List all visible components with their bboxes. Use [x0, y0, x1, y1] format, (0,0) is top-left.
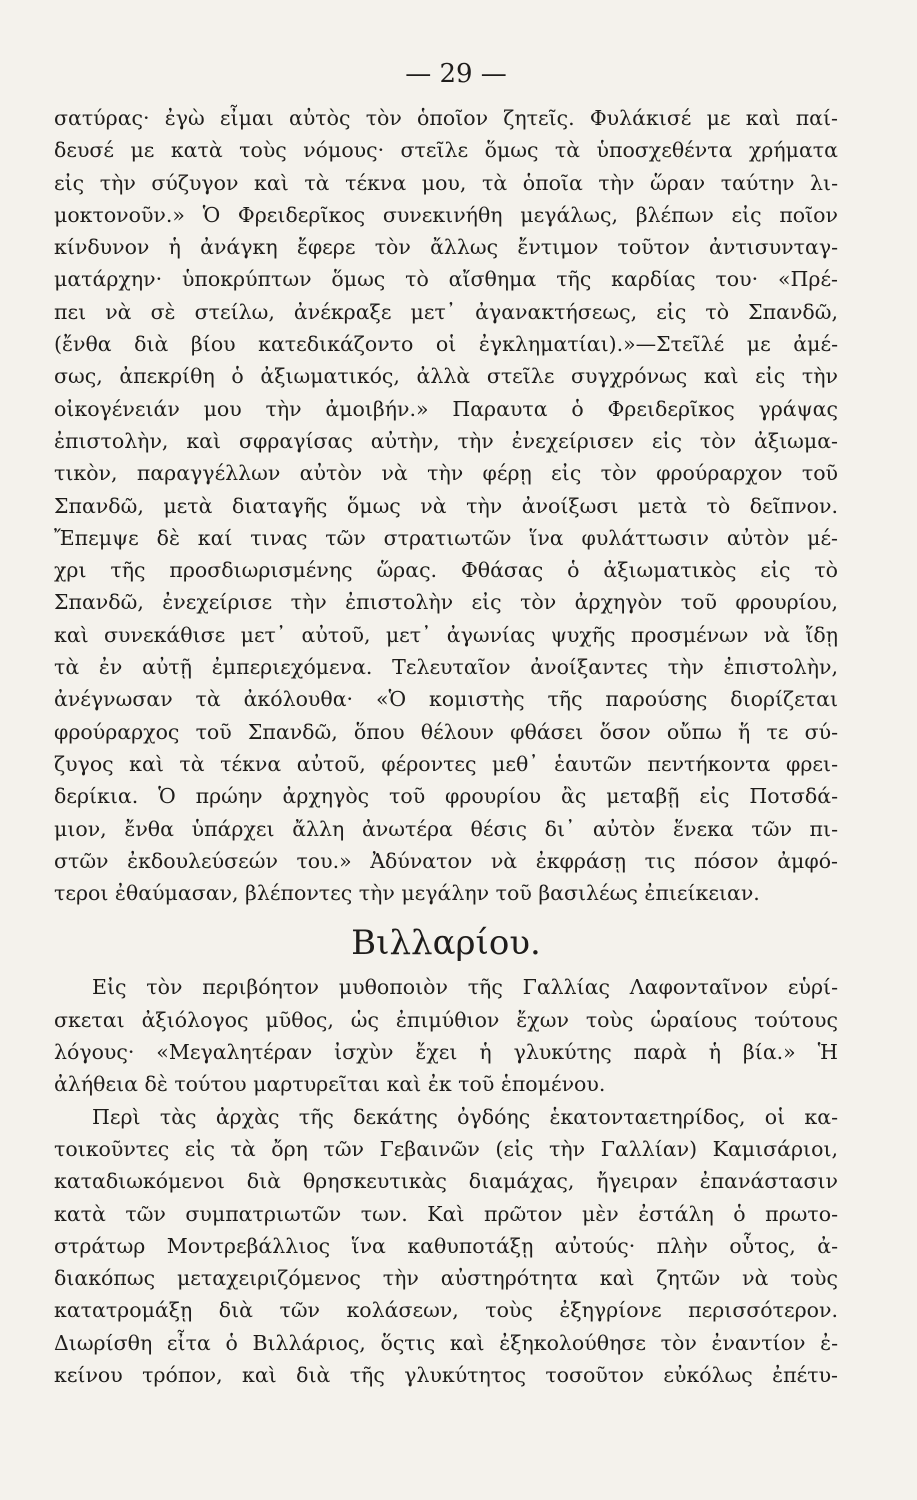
text-line: δευσέ με κατὰ τοὺς νόμους· στεῖλε ὅμως τὰ ὑποσχεθέντα χρήματα [54, 138, 838, 163]
text-line: ζυγος καὶ τὰ τέκνα αὐτοῦ, φέροντες μεθ᾽ ἑαυτῶν πεντήκοντα φρει- [54, 751, 838, 776]
section-title: Βιλλαρίου. [351, 923, 541, 964]
text-line: μιον, ἔνθα ὑπάρχει ἄλλη ἀνωτέρα θέσις δι᾽ αὐτὸν ἕνεκα τῶν πι- [54, 816, 838, 841]
paragraph-1 [54, 102, 838, 909]
text-line: Ἔπεμψε δὲ καί τινας τῶν στρατιωτῶν ἵνα φυλάττωσιν αὐτὸν μέ- [54, 525, 838, 550]
text-line: φρούραρχος τοῦ Σπανδῶ, ὅπου θέλουν φθάσει ὅσον οὔπω ἥ τε σύ- [54, 719, 838, 744]
text-line: ἐπιστολὴν, καὶ σφραγίσας αὐτὴν, τὴν ἐνεχείρισεν εἰς τὸν ἀξιωμα- [54, 428, 838, 453]
page-number: — 29 — [405, 59, 507, 89]
text-line: διακόπως μεταχειριζόμενος τὴν αὐστηρότητα καὶ ζητῶν νὰ τοὺς [54, 1266, 838, 1291]
text-line: εἰς τὴν σύζυγον καὶ τὰ τέκνα μου, τὰ ὁποῖα τὴν ὥραν ταύτην λι- [54, 170, 838, 195]
text-line: Περὶ τὰς ἀρχὰς τῆς δεκάτης ὀγδόης ἑκατονταετηρίδος, οἱ κα- [92, 1104, 838, 1129]
text-line: σως, ἀπεκρίθη ὁ ἀξιωματικός, ἀλλὰ στεῖλε συγχρόνως καὶ εἰς τὴν [54, 364, 838, 389]
paragraph-3 [54, 1101, 838, 1392]
text-line: Σπανδῶ, ἐνεχείρισε τὴν ἐπιστολὴν εἰς τὸν ἀρχηγὸν τοῦ φρουρίου, [54, 590, 838, 615]
text-line: ἀνέγνωσαν τὰ ἀκόλουθα· «Ὁ κομιστὴς τῆς παρούσης διορίζεται [54, 687, 838, 712]
text-line: χρι τῆς προσδιωρισμένης ὥρας. Φθάσας ὁ ἀξιωματικὸς εἰς τὸ [54, 558, 838, 583]
text-line: κίνδυνον ἡ ἀνάγκη ἔφερε τὸν ἄλλως ἔντιμον τοῦτον ἀντισυνταγ- [54, 235, 838, 260]
text-line: ἀλήθεια δὲ τούτου μαρτυρεῖται καὶ ἐκ τοῦ ἑπομένου. [54, 1072, 606, 1097]
text-line: Εἰς τὸν περιβόητον μυθοποιὸν τῆς Γαλλίας Λαφονταῖνον εὑρί- [92, 975, 838, 1000]
text-line: (ἔνθα διὰ βίου κατεδικάζοντο οἱ ἐγκληματίαι).»—Στεῖλέ με ἀμέ- [54, 332, 838, 357]
text-line: τοικοῦντες εἰς τὰ ὄρη τῶν Γεβαινῶν (εἰς τὴν Γαλλίαν) Καμισάριοι, [54, 1136, 838, 1161]
text-line: στῶν ἐκδουλεύσεών του.» Ἀδύνατον νὰ ἐκφράσῃ τις πόσον ἀμφό- [54, 848, 838, 873]
text-line: τὰ ἐν αὐτῇ ἐμπεριεχόμενα. Τελευταῖον ἀνοίξαντες τὴν ἐπιστολὴν, [54, 655, 838, 680]
text-line: κατατρομάξῃ διὰ τῶν κολάσεων, τοὺς ἐξηγρίονε περισσότερον. [54, 1298, 838, 1323]
text-line: μοκτονοῦν.» Ὁ Φρειδερῖκος συνεκινήθη μεγάλως, βλέπων εἰς ποῖον [54, 202, 838, 227]
text-line: πει νὰ σὲ στείλω, ἀνέκραξε μετ᾽ ἀγανακτήσεως, εἰς τὸ Σπανδῶ, [54, 299, 838, 324]
text-line: καὶ συνεκάθισε μετ᾽ αὐτοῦ, μετ᾽ ἀγωνίας ψυχῆς προσμένων νὰ ἴδῃ [54, 622, 838, 647]
text-line: οἰκογένειάν μου τὴν ἀμοιβήν.» Παραυτα ὁ Φρειδερῖκος γράψας [54, 396, 838, 421]
text-line: σατύρας· ἐγὼ εἶμαι αὐτὸς τὸν ὁποῖον ζητεῖς. Φυλάκισέ με καὶ παί- [54, 106, 838, 130]
text-line: κείνου τρόπον, καὶ διὰ τῆς γλυκύτητος τοσοῦτον εὐκόλως ἐπέτυ- [54, 1362, 838, 1387]
text-line: κατὰ τῶν συμπατριωτῶν των. Καὶ πρῶτον μὲν ἐστάλη ὁ πρωτο- [54, 1201, 838, 1226]
text-line: τικὸν, παραγγέλλων αὐτὸν νὰ τὴν φέρῃ εἰς τὸν φρούραρχον τοῦ [54, 461, 838, 486]
text-line: λόγους· «Μεγαλητέραν ἰσχὺν ἔχει ἡ γλυκύτης παρὰ ἡ βία.» Ἡ [54, 1040, 838, 1065]
text-line: στράτωρ Μοντρεβάλλιος ἵνα καθυποτάξῃ αὐτούς· πλὴν οὗτος, ἀ- [54, 1233, 838, 1258]
text-line: Σπανδῶ, μετὰ διαταγῆς ὅμως νὰ τὴν ἀνοίξωσι μετὰ τὸ δεῖπνον. [54, 493, 838, 518]
text-line: σκεται ἀξιόλογος μῦθος, ὡς ἐπιμύθιον ἔχων τοὺς ὡραίους τούτους [54, 1007, 838, 1032]
text-line: τεροι ἐθαύμασαν, βλέποντες τὴν μεγάλην τοῦ βασιλέως ἐπιείκειαν. [54, 881, 760, 906]
text-line: ματάρχην· ὑποκρύπτων ὅμως τὸ αἴσθημα τῆς καρδίας του· «Πρέ- [54, 267, 838, 292]
paragraph-2 [54, 971, 838, 1100]
text-line: Διωρίσθη εἶτα ὁ Βιλλάριος, ὅςτις καὶ ἐξηκολούθησε τὸν ἐναντίον ἐ- [54, 1330, 838, 1355]
text-line: καταδιωκόμενοι διὰ θρησκευτικὰς διαμάχας, ἤγειραν ἐπανάστασιν [54, 1169, 838, 1194]
text-line: δερίκια. Ὁ πρώην ἀρχηγὸς τοῦ φρουρίου ἂς μεταβῇ εἰς Ποτσδά- [54, 784, 838, 809]
